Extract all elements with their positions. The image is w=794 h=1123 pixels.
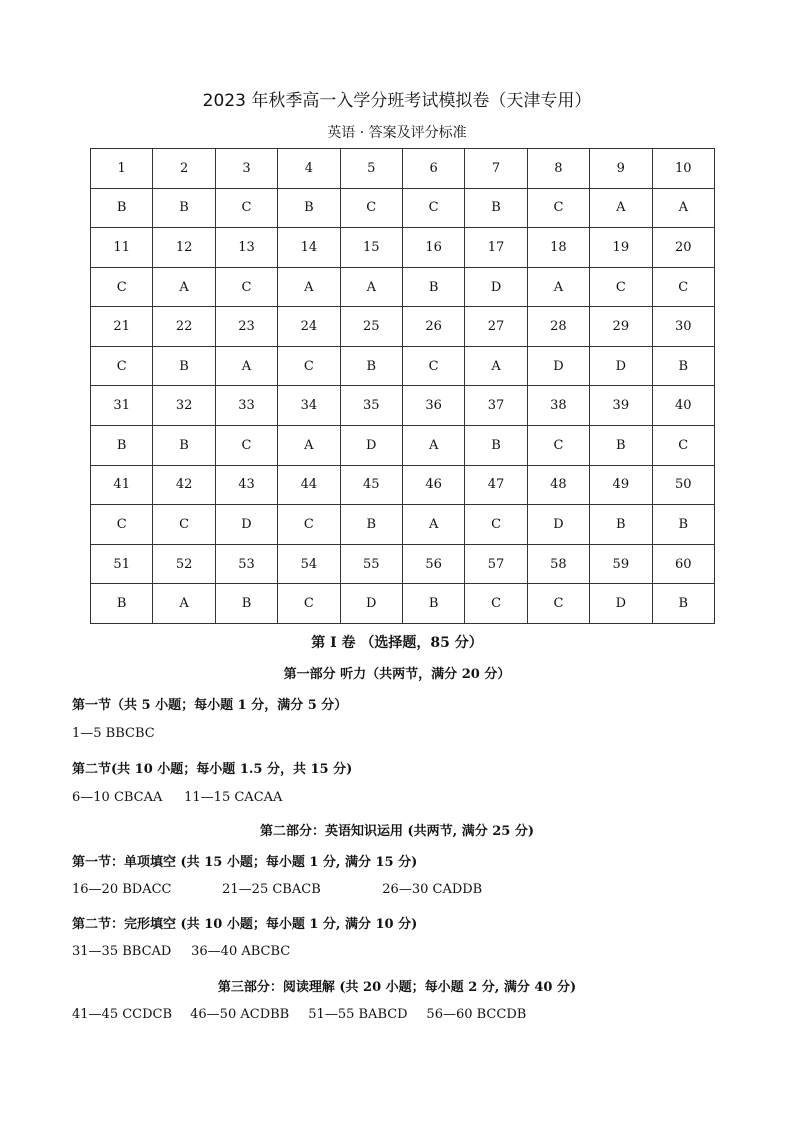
question-number-cell: 33 <box>215 386 277 426</box>
question-number-cell: 5 <box>340 149 402 189</box>
part2-section1-answers <box>72 882 482 897</box>
answer-cell: C <box>527 426 589 466</box>
question-number-cell: 25 <box>340 307 402 347</box>
question-number-cell: 12 <box>153 228 215 268</box>
answer-row <box>91 426 715 466</box>
question-number-cell: 16 <box>402 228 464 268</box>
question-number-cell: 53 <box>215 544 277 584</box>
answer-cell: C <box>215 188 277 228</box>
question-number-cell: 34 <box>278 386 340 426</box>
answer-cell: C <box>215 426 277 466</box>
answer-cell: C <box>215 267 277 307</box>
answer-cell: B <box>402 584 464 624</box>
question-number-cell: 43 <box>215 465 277 505</box>
answer-group: 6—10 CBCAA <box>72 790 163 805</box>
question-number-row <box>91 465 715 505</box>
answer-cell: B <box>153 426 215 466</box>
question-number-cell: 55 <box>340 544 402 584</box>
answer-cell: B <box>91 188 153 228</box>
answer-cell: B <box>590 505 652 545</box>
answer-cell: A <box>465 346 527 386</box>
question-number-cell: 44 <box>278 465 340 505</box>
answer-cell: C <box>278 346 340 386</box>
answer-cell: B <box>278 188 340 228</box>
question-number-cell: 18 <box>527 228 589 268</box>
answer-cell: C <box>91 505 153 545</box>
answer-cell: A <box>652 188 714 228</box>
answer-cell: A <box>527 267 589 307</box>
page-title: 2023 年秋季高一入学分班考试模拟卷（天津专用） <box>202 91 592 111</box>
part1-heading: 第一部分 听力（共两节，满分 20 分） <box>283 667 511 682</box>
question-number-cell: 24 <box>278 307 340 347</box>
answer-cell: C <box>465 584 527 624</box>
question-number-cell: 41 <box>91 465 153 505</box>
question-number-row <box>91 149 715 189</box>
answer-row <box>91 188 715 228</box>
question-number-cell: 29 <box>590 307 652 347</box>
answer-cell: C <box>153 505 215 545</box>
part1-section2-heading: 第二节(共 10 小题；每小题 1.5 分，共 15 分) <box>72 762 353 777</box>
answer-cell: B <box>465 188 527 228</box>
question-number-cell: 60 <box>652 544 714 584</box>
question-number-cell: 52 <box>153 544 215 584</box>
question-number-cell: 40 <box>652 386 714 426</box>
answer-cell: C <box>91 346 153 386</box>
question-number-cell: 35 <box>340 386 402 426</box>
question-number-cell: 54 <box>278 544 340 584</box>
answer-group: 31—35 BBCAD <box>72 944 172 959</box>
answer-cell: D <box>340 584 402 624</box>
answer-cell: B <box>652 346 714 386</box>
question-number-row <box>91 307 715 347</box>
question-number-cell: 36 <box>402 386 464 426</box>
answer-group: 36—40 ABCBC <box>191 944 291 959</box>
answer-cell: B <box>465 426 527 466</box>
answer-group: 16—20 BDACC <box>72 882 172 897</box>
answer-group: 1—5 BBCBC <box>72 726 155 741</box>
question-number-cell: 51 <box>91 544 153 584</box>
answer-cell: C <box>402 346 464 386</box>
answer-row <box>91 584 715 624</box>
answer-cell: C <box>652 426 714 466</box>
question-number-cell: 49 <box>590 465 652 505</box>
question-number-cell: 50 <box>652 465 714 505</box>
answer-cell: C <box>91 267 153 307</box>
answer-cell: C <box>340 188 402 228</box>
answer-cell: B <box>153 188 215 228</box>
answer-cell: A <box>278 426 340 466</box>
answer-cell: B <box>340 505 402 545</box>
question-number-cell: 19 <box>590 228 652 268</box>
answer-cell: C <box>527 188 589 228</box>
answer-group: 46—50 ACDBB <box>190 1007 290 1022</box>
answer-row <box>91 267 715 307</box>
question-number-cell: 38 <box>527 386 589 426</box>
question-number-cell: 7 <box>465 149 527 189</box>
question-number-cell: 56 <box>402 544 464 584</box>
question-number-cell: 13 <box>215 228 277 268</box>
answer-cell: D <box>527 346 589 386</box>
question-number-cell: 37 <box>465 386 527 426</box>
question-number-cell: 14 <box>278 228 340 268</box>
answer-cell: B <box>215 584 277 624</box>
question-number-cell: 32 <box>153 386 215 426</box>
question-number-cell: 39 <box>590 386 652 426</box>
answer-cell: A <box>278 267 340 307</box>
answer-cell: D <box>340 426 402 466</box>
answer-row <box>91 346 715 386</box>
answer-cell: C <box>590 267 652 307</box>
question-number-cell: 58 <box>527 544 589 584</box>
answer-cell: A <box>402 505 464 545</box>
answer-group: 26—30 CADDB <box>382 882 483 897</box>
answer-cell: B <box>590 426 652 466</box>
question-number-cell: 48 <box>527 465 589 505</box>
question-number-cell: 8 <box>527 149 589 189</box>
question-number-cell: 2 <box>153 149 215 189</box>
answer-cell: C <box>527 584 589 624</box>
question-number-cell: 47 <box>465 465 527 505</box>
question-number-cell: 30 <box>652 307 714 347</box>
answer-cell: D <box>465 267 527 307</box>
question-number-row <box>91 544 715 584</box>
question-number-cell: 46 <box>402 465 464 505</box>
question-number-cell: 6 <box>402 149 464 189</box>
question-number-cell: 23 <box>215 307 277 347</box>
answer-cell: B <box>652 584 714 624</box>
part2-heading: 第二部分：英语知识运用 (共两节, 满分 25 分) <box>259 824 535 839</box>
question-number-cell: 11 <box>91 228 153 268</box>
answer-cell: D <box>215 505 277 545</box>
question-number-cell: 59 <box>590 544 652 584</box>
part2-section1-heading: 第一节：单项填空 (共 15 小题；每小题 1 分, 满分 15 分) <box>72 855 418 870</box>
answer-cell: B <box>91 426 153 466</box>
question-number-cell: 21 <box>91 307 153 347</box>
question-number-cell: 20 <box>652 228 714 268</box>
question-number-cell: 17 <box>465 228 527 268</box>
question-number-cell: 26 <box>402 307 464 347</box>
question-number-cell: 45 <box>340 465 402 505</box>
part1-section2-answers <box>72 790 282 805</box>
answer-cell: B <box>652 505 714 545</box>
question-number-cell: 1 <box>91 149 153 189</box>
question-number-cell: 9 <box>590 149 652 189</box>
volume-heading: 第 I 卷 （选择题，85 分） <box>311 635 483 651</box>
question-number-cell: 31 <box>91 386 153 426</box>
answer-group: 11—15 CACAA <box>184 790 283 805</box>
answer-cell: A <box>402 426 464 466</box>
question-number-row <box>91 228 715 268</box>
answer-group: 51—55 BABCD <box>308 1007 408 1022</box>
question-number-cell: 15 <box>340 228 402 268</box>
question-number-cell: 28 <box>527 307 589 347</box>
answer-table <box>90 148 715 624</box>
part3-heading: 第三部分：阅读理解 (共 20 小题；每小题 2 分, 满分 40 分) <box>217 980 577 995</box>
question-number-cell: 10 <box>652 149 714 189</box>
part2-section2-heading: 第二节：完形填空 (共 10 小题；每小题 1 分, 满分 10 分) <box>72 917 418 932</box>
question-number-row <box>91 386 715 426</box>
answer-group: 41—45 CCDCB <box>72 1007 173 1022</box>
answer-cell: C <box>278 505 340 545</box>
answer-cell: C <box>278 584 340 624</box>
question-number-cell: 42 <box>153 465 215 505</box>
answer-cell: C <box>652 267 714 307</box>
answer-cell: A <box>590 188 652 228</box>
answer-cell: C <box>402 188 464 228</box>
part2-section2-answers <box>72 944 290 959</box>
answer-cell: B <box>153 346 215 386</box>
part1-section1-heading: 第一节（共 5 小题；每小题 1 分，满分 5 分） <box>72 698 348 713</box>
answer-cell: A <box>340 267 402 307</box>
part3-answers <box>72 1007 526 1022</box>
question-number-cell: 57 <box>465 544 527 584</box>
answer-cell: C <box>465 505 527 545</box>
answer-cell: B <box>402 267 464 307</box>
answer-group: 56—60 BCCDB <box>426 1007 527 1022</box>
answer-group: 21—25 CBACB <box>222 882 321 897</box>
answer-cell: B <box>91 584 153 624</box>
answer-cell: A <box>153 267 215 307</box>
part1-section1-answers <box>72 726 155 741</box>
question-number-cell: 27 <box>465 307 527 347</box>
answer-cell: A <box>153 584 215 624</box>
answer-cell: D <box>527 505 589 545</box>
answer-cell: B <box>340 346 402 386</box>
question-number-cell: 4 <box>278 149 340 189</box>
answer-cell: D <box>590 584 652 624</box>
page-subtitle: 英语 · 答案及评分标准 <box>327 125 467 141</box>
question-number-cell: 22 <box>153 307 215 347</box>
answer-cell: D <box>590 346 652 386</box>
answer-cell: A <box>215 346 277 386</box>
answer-row <box>91 505 715 545</box>
question-number-cell: 3 <box>215 149 277 189</box>
